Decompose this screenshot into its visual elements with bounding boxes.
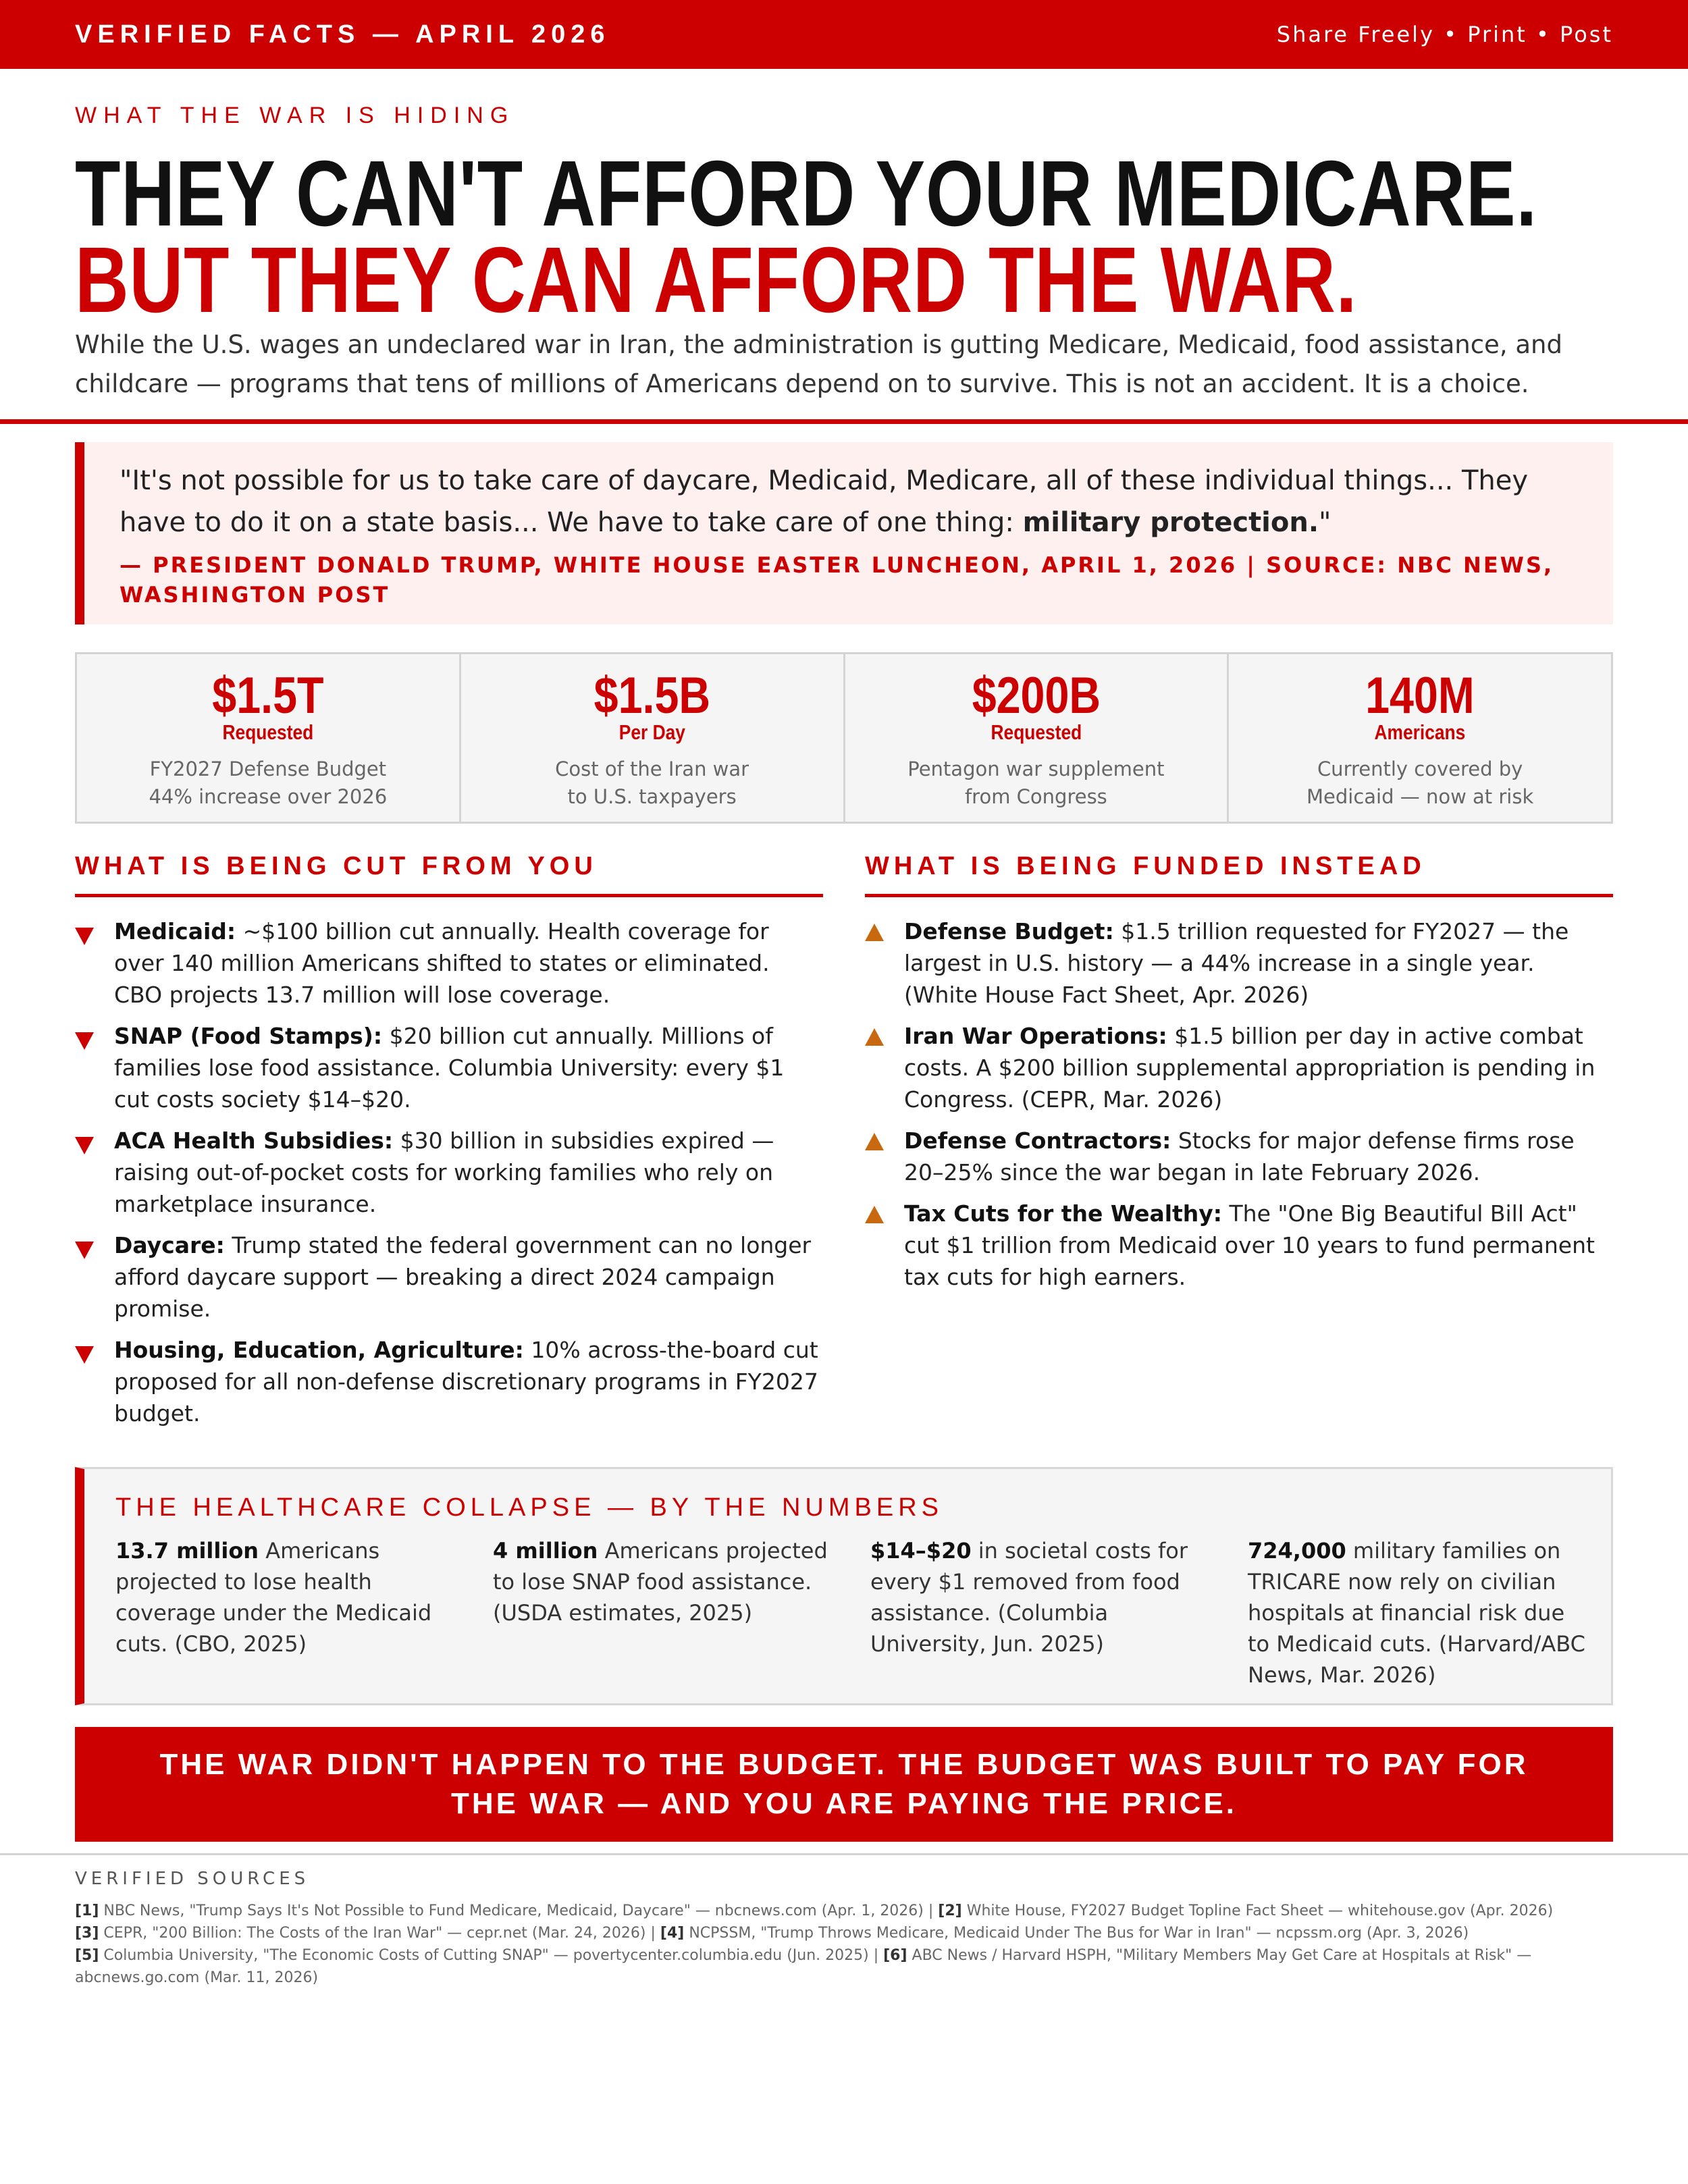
headline-line-2: BUT THEY CAN AFFORD THE WAR. — [75, 228, 1358, 332]
stat-war-supplement — [845, 654, 1230, 822]
down-arrow-icon — [75, 1346, 94, 1364]
up-arrow-icon — [865, 924, 884, 941]
kicker: WHAT THE WAR IS HIDING — [75, 103, 515, 128]
headline-line-1: THEY CAN'T AFFORD YOUR MEDICARE. — [75, 142, 1537, 246]
funded-heading: WHAT IS BEING FUNDED INSTEAD — [865, 852, 1426, 880]
stat-defense-budget — [77, 654, 461, 822]
funded-divider — [865, 894, 1613, 897]
healthcare-stat: 4 million Americans projected to lose SNAP food assistance. (USDA estimates, 2025) — [493, 1538, 828, 1626]
stat-unit: Americans — [1374, 720, 1466, 744]
stat-unit: Per Day — [618, 720, 685, 744]
stat-value: $200B — [972, 667, 1101, 724]
stats-panel — [75, 652, 1613, 824]
list-item: Defense Budget: $1.5 trillion requested for FY2027 — the largest in U.S. history — a 44% increase in a single year. (White House Fact Sheet, Apr. 2026) — [865, 915, 1614, 1011]
quote-text: "It's not possible for us to take care of daycare, Medicaid, Medicare, all of these individual things... They have to do it on a state basis... We have to take care of one thing: military protection." — [120, 465, 1529, 538]
stat-value: $1.5B — [594, 667, 710, 724]
stat-description: Currently covered by Medicaid — now at risk — [1307, 757, 1534, 808]
sources-heading: VERIFIED SOURCES — [75, 1869, 310, 1889]
stat-description: Pentagon war supplement from Congress — [907, 757, 1165, 808]
stat-medicaid-covered — [1229, 654, 1611, 822]
list-item: Tax Cuts for the Wealthy: The "One Big Beautiful Bill Act" cut $1 trillion from Medicaid over 10 years to fund permanent tax cuts for high earners. — [865, 1198, 1614, 1293]
stat-description: Cost of the Iran war to U.S. taxpayers — [555, 757, 749, 808]
sources-list: [1] NBC News, "Trump Says It's Not Possible to Fund Medicare, Medicaid, Daycare" — nbcnews.com (Apr. 1, 2026) | [2] White House, FY2027 Budget Topline Fact Sheet — whitehouse.gov (Apr. 2026) [3] CEPR, "200 Billion: The Costs of the Iran War" — cepr.net (Mar. 24, 2026) | [4] NCPSSM, "Trump Throws Medicare, Medicaid Under The Bus for War in Iran" — ncpssm.org (Apr. 3, 2026) [5] Columbia University, "The Economic Costs of Cutting SNAP" — povertycenter.columbia.edu (Jun. 2025) | [6] ABC News / Harvard HSPH, "Military Members May Get Care at Hospitals at Risk" — abcnews.go.com (Mar. 11, 2026) — [75, 1902, 1554, 1986]
stat-unit: Requested — [991, 720, 1082, 744]
footer-divider — [0, 1853, 1688, 1855]
top-banner — [0, 0, 1688, 69]
stat-unit: Requested — [222, 720, 314, 744]
divider — [0, 419, 1688, 424]
up-arrow-icon — [865, 1206, 884, 1223]
list-item: Housing, Education, Agriculture: 10% across-the-board cut proposed for all non-defense discretionary programs in FY2027 budget. — [75, 1334, 824, 1429]
up-arrow-icon — [865, 1028, 884, 1046]
cuts-list — [75, 915, 824, 1439]
healthcare-stat: 724,000 military families on TRICARE now rely on civilian hospitals at financial risk due to Medicaid cuts. (Harvard/ABC News, Mar. 2026) — [1248, 1538, 1585, 1688]
list-item: SNAP (Food Stamps): $20 billion cut annually. Millions of families lose food assistance. Columbia University: every $1 cut costs society $14–$20. — [75, 1020, 824, 1115]
cuts-divider — [75, 894, 823, 897]
share-note: Share Freely • Print • Post — [1276, 22, 1613, 47]
quote-box — [75, 442, 1613, 624]
issue-label: VERIFIED FACTS — APRIL 2026 — [75, 20, 610, 49]
down-arrow-icon — [75, 1032, 94, 1050]
list-item: Daycare: Trump stated the federal government can no longer afford daycare support — breaking a direct 2024 campaign promise. — [75, 1229, 824, 1325]
stat-value: $1.5T — [212, 667, 324, 724]
quote-attribution: — PRESIDENT DONALD TRUMP, WHITE HOUSE EASTER LUNCHEON, APRIL 1, 2026 | SOURCE: NBC NEWS, WASHINGTON POST — [120, 552, 1554, 608]
healthcare-collapse-box — [75, 1467, 1613, 1705]
intro-paragraph: While the U.S. wages an undeclared war in Iran, the administration is gutting Medicare, Medicaid, food assistance, and childcare — programs that tens of millions of Americans depend on to survive. This is not an accident. It is a choice. — [75, 330, 1562, 398]
list-item: ACA Health Subsidies: $30 billion in subsidies expired — raising out-of-pocket costs for working families who rely on marketplace insurance. — [75, 1125, 824, 1220]
down-arrow-icon — [75, 1137, 94, 1154]
quote-emphasis: military protection. — [1022, 507, 1319, 538]
funded-list — [865, 915, 1614, 1302]
cuts-heading: WHAT IS BEING CUT FROM YOU — [75, 852, 598, 880]
list-item: Iran War Operations: $1.5 billion per day in active combat costs. A $200 billion supplemental appropriation is pending in Congress. (CEPR, Mar. 2026) — [865, 1020, 1614, 1115]
healthcare-stat: 13.7 million Americans projected to lose health coverage under the Medicaid cuts. (CBO, 2025) — [115, 1538, 432, 1657]
stat-description: FY2027 Defense Budget 44% increase over 2026 — [149, 757, 388, 808]
callout-banner — [75, 1727, 1613, 1842]
stat-value: 140M — [1365, 667, 1475, 724]
healthcare-title: THE HEALTHCARE COLLAPSE — BY THE NUMBERS — [115, 1493, 944, 1522]
list-item: Defense Contractors: Stocks for major defense firms rose 20–25% since the war began in late February 2026. — [865, 1125, 1614, 1188]
down-arrow-icon — [75, 928, 94, 945]
callout-text: THE WAR DIDN'T HAPPEN TO THE BUDGET. THE BUDGET WAS BUILT TO PAY FOR THE WAR — AND YOU ARE PAYING THE PRICE. — [159, 1748, 1529, 1820]
stat-war-cost — [461, 654, 845, 822]
list-item: Medicaid: ~$100 billion cut annually. Health coverage for over 140 million Americans shifted to states or eliminated. CBO projects 13.7 million will lose coverage. — [75, 915, 824, 1011]
healthcare-stat: $14–$20 in societal costs for every $1 removed from food assistance. (Columbia University, Jun. 2025) — [870, 1538, 1188, 1657]
up-arrow-icon — [865, 1133, 884, 1150]
down-arrow-icon — [75, 1242, 94, 1259]
